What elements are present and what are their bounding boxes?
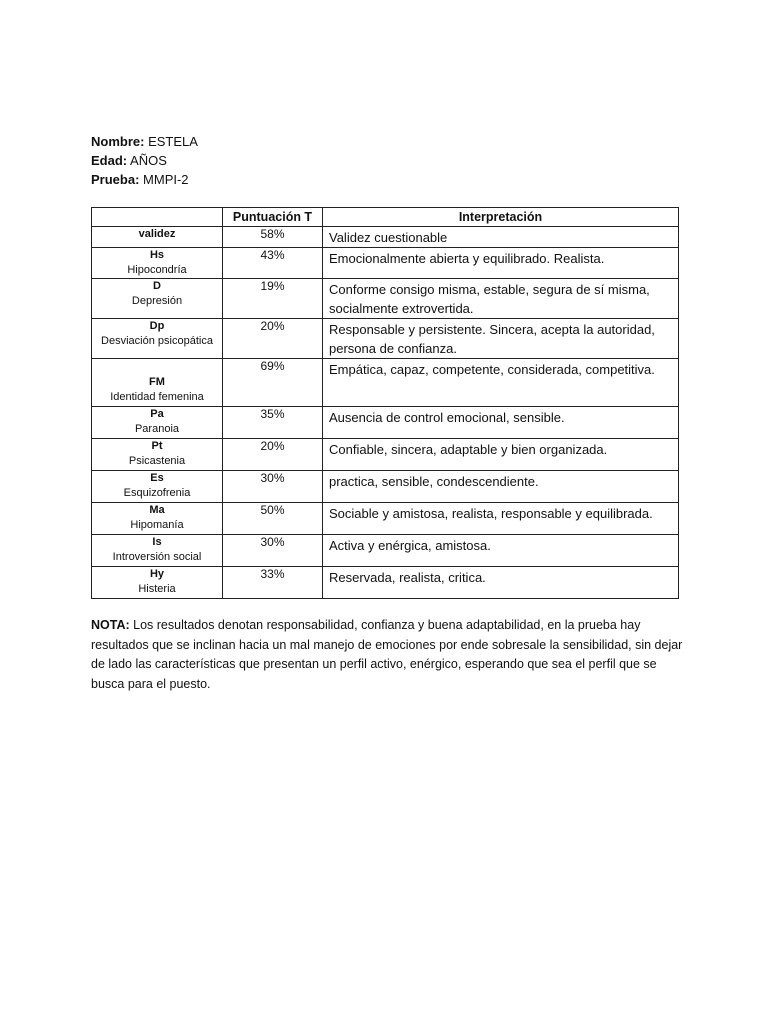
table-row — [92, 319, 679, 359]
scale-abbr: Pa — [150, 408, 164, 420]
score-cell: 19% — [223, 279, 323, 319]
scale-abbr: Dp — [149, 320, 165, 332]
test-label: Prueba: — [91, 172, 140, 187]
interpretation-cell: Ausencia de control emocional, sensible. — [323, 407, 679, 439]
age-label: Edad: — [91, 153, 128, 168]
table-row — [92, 279, 679, 319]
column-header-score: Puntuación T — [223, 208, 323, 227]
scale-abbr: D — [153, 280, 161, 292]
scale-cell — [92, 407, 223, 439]
column-header-interpretation: Interpretación — [323, 208, 679, 227]
scale-cell — [92, 471, 223, 503]
score-cell: 35% — [223, 407, 323, 439]
age-value: AÑOS — [130, 153, 167, 168]
table-row — [92, 439, 679, 471]
scale-name: Paranoia — [134, 423, 180, 435]
scale-name: Depresión — [131, 295, 183, 307]
interpretation-cell: Sociable y amistosa, realista, responsable y equilibrada. — [323, 503, 679, 535]
scale-name: Introversión social — [112, 551, 202, 563]
note-label: NOTA: — [91, 618, 130, 632]
interpretation-cell: practica, sensible, condescendiente. — [323, 471, 679, 503]
scale-cell — [92, 227, 223, 248]
score-cell: 30% — [223, 535, 323, 567]
scale-abbr: Hs — [149, 249, 165, 261]
score-cell: 33% — [223, 567, 323, 599]
scale-cell — [92, 359, 223, 407]
scale-cell — [92, 439, 223, 471]
score-cell: 50% — [223, 503, 323, 535]
score-cell: 20% — [223, 439, 323, 471]
table-header-row — [92, 208, 679, 227]
scale-abbr: Hy — [149, 568, 165, 580]
scale-name: Psicastenia — [128, 455, 186, 467]
scale-name: Hipocondría — [127, 264, 187, 276]
scale-cell — [92, 248, 223, 279]
interpretation-cell: Confiable, sincera, adaptable y bien organizada. — [323, 439, 679, 471]
table-row — [92, 535, 679, 567]
test-line — [91, 170, 198, 189]
scale-name: Histeria — [138, 583, 176, 595]
scale-abbr: Ma — [149, 504, 165, 516]
scale-cell — [92, 535, 223, 567]
interpretation-cell: Empática, capaz, competente, considerada, competitiva. — [323, 359, 679, 407]
table-row — [92, 248, 679, 279]
age-line — [91, 151, 198, 170]
scale-abbr: FM — [149, 376, 165, 388]
interpretation-cell: Activa y enérgica, amistosa. — [323, 535, 679, 567]
test-value: MMPI-2 — [143, 172, 189, 187]
scale-name: Esquizofrenia — [123, 487, 191, 499]
name-line — [91, 132, 198, 151]
name-label: Nombre: — [91, 134, 145, 149]
header-info — [91, 132, 198, 189]
interpretation-cell: Validez cuestionable — [323, 227, 679, 248]
results-table — [91, 207, 679, 599]
scale-abbr: validez — [138, 228, 176, 240]
interpretation-cell: Reservada, realista, critica. — [323, 567, 679, 599]
scale-abbr: Pt — [151, 440, 163, 452]
scale-abbr: Is — [152, 536, 162, 548]
score-cell: 20% — [223, 319, 323, 359]
interpretation-cell: Emocionalmente abierta y equilibrado. Realista. — [323, 248, 679, 279]
score-cell: 69% — [223, 359, 323, 407]
note-text: Los resultados denotan responsabilidad, confianza y buena adaptabilidad, en la prueba hay resultados que se inclinan hacia un mal manejo de emociones por ende sobresale la sensibilidad, sin dejar de lado las características que presentan un perfil activo, enérgico, esperando que sea el perfil que se busca para el puesto. — [91, 618, 683, 691]
table-row — [92, 359, 679, 407]
scale-name: Identidad femenina — [110, 391, 204, 403]
table-row — [92, 567, 679, 599]
score-cell: 58% — [223, 227, 323, 248]
scale-cell — [92, 319, 223, 359]
interpretation-cell: Conforme consigo misma, estable, segura de sí misma, socialmente extrovertida. — [323, 279, 679, 319]
table-row — [92, 227, 679, 248]
scale-cell — [92, 503, 223, 535]
table-row — [92, 503, 679, 535]
score-cell: 43% — [223, 248, 323, 279]
name-value: ESTELA — [148, 134, 198, 149]
scale-cell — [92, 279, 223, 319]
table-row — [92, 471, 679, 503]
scale-name: Hipomanía — [130, 519, 184, 531]
score-cell: 30% — [223, 471, 323, 503]
note-paragraph — [91, 616, 683, 694]
interpretation-cell: Responsable y persistente. Sincera, acepta la autoridad, persona de confianza. — [323, 319, 679, 359]
column-header-scale — [92, 208, 223, 227]
table-row — [92, 407, 679, 439]
scale-cell — [92, 567, 223, 599]
scale-abbr: Es — [150, 472, 164, 484]
scale-name: Desviación psicopática — [101, 335, 213, 347]
